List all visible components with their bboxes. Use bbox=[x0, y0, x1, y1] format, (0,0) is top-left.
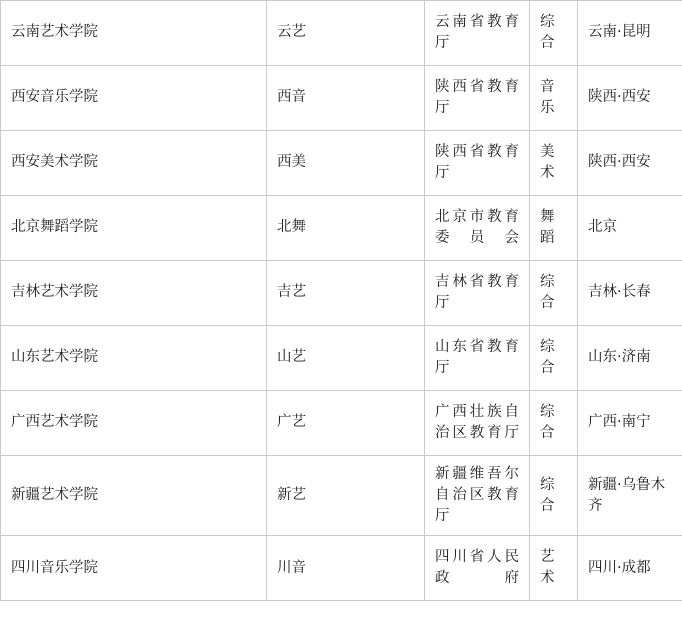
cell-school-name: 新疆艺术学院 bbox=[1, 456, 267, 536]
cell-authority: 陕西省教育厅 bbox=[425, 66, 530, 131]
cell-school-name: 山东艺术学院 bbox=[1, 326, 267, 391]
cell-location: 山东·济南 bbox=[578, 326, 682, 391]
cell-authority: 北京市教育委员会 bbox=[425, 196, 530, 261]
cell-abbreviation: 山艺 bbox=[267, 326, 425, 391]
cell-type: 综合 bbox=[530, 456, 578, 536]
cell-authority: 云南省教育厅 bbox=[425, 1, 530, 66]
cell-authority: 山东省教育厅 bbox=[425, 326, 530, 391]
cell-authority: 吉林省教育厅 bbox=[425, 261, 530, 326]
cell-abbreviation: 北舞 bbox=[267, 196, 425, 261]
table-row bbox=[1, 536, 682, 601]
table-row bbox=[1, 391, 682, 456]
cell-location: 新疆·乌鲁木齐 bbox=[578, 456, 682, 536]
cell-abbreviation: 新艺 bbox=[267, 456, 425, 536]
cell-abbreviation: 吉艺 bbox=[267, 261, 425, 326]
cell-location: 广西·南宁 bbox=[578, 391, 682, 456]
cell-type: 综合 bbox=[530, 1, 578, 66]
table-row bbox=[1, 456, 682, 536]
cell-school-name: 西安音乐学院 bbox=[1, 66, 267, 131]
cell-location: 吉林·长春 bbox=[578, 261, 682, 326]
cell-type: 综合 bbox=[530, 326, 578, 391]
table-row bbox=[1, 131, 682, 196]
table-row bbox=[1, 261, 682, 326]
cell-location: 四川·成都 bbox=[578, 536, 682, 601]
cell-type: 美术 bbox=[530, 131, 578, 196]
cell-authority: 广西壮族自治区教育厅 bbox=[425, 391, 530, 456]
cell-school-name: 吉林艺术学院 bbox=[1, 261, 267, 326]
cell-authority: 陕西省教育厅 bbox=[425, 131, 530, 196]
cell-type: 综合 bbox=[530, 261, 578, 326]
cell-abbreviation: 广艺 bbox=[267, 391, 425, 456]
table-row bbox=[1, 196, 682, 261]
cell-authority: 新疆维吾尔自治区教育厅 bbox=[425, 456, 530, 536]
cell-authority: 四川省人民政府 bbox=[425, 536, 530, 601]
cell-abbreviation: 西美 bbox=[267, 131, 425, 196]
cell-location: 陕西·西安 bbox=[578, 66, 682, 131]
cell-type: 音乐 bbox=[530, 66, 578, 131]
cell-school-name: 四川音乐学院 bbox=[1, 536, 267, 601]
table-row bbox=[1, 66, 682, 131]
cell-type: 艺术 bbox=[530, 536, 578, 601]
cell-location: 北京 bbox=[578, 196, 682, 261]
cell-school-name: 云南艺术学院 bbox=[1, 1, 267, 66]
cell-location: 陕西·西安 bbox=[578, 131, 682, 196]
cell-school-name: 西安美术学院 bbox=[1, 131, 267, 196]
cell-school-name: 北京舞蹈学院 bbox=[1, 196, 267, 261]
cell-type: 舞蹈 bbox=[530, 196, 578, 261]
table-row bbox=[1, 1, 682, 66]
cell-type: 综合 bbox=[530, 391, 578, 456]
cell-abbreviation: 云艺 bbox=[267, 1, 425, 66]
cell-abbreviation: 川音 bbox=[267, 536, 425, 601]
cell-location: 云南·昆明 bbox=[578, 1, 682, 66]
cell-abbreviation: 西音 bbox=[267, 66, 425, 131]
cell-school-name: 广西艺术学院 bbox=[1, 391, 267, 456]
table-row bbox=[1, 326, 682, 391]
